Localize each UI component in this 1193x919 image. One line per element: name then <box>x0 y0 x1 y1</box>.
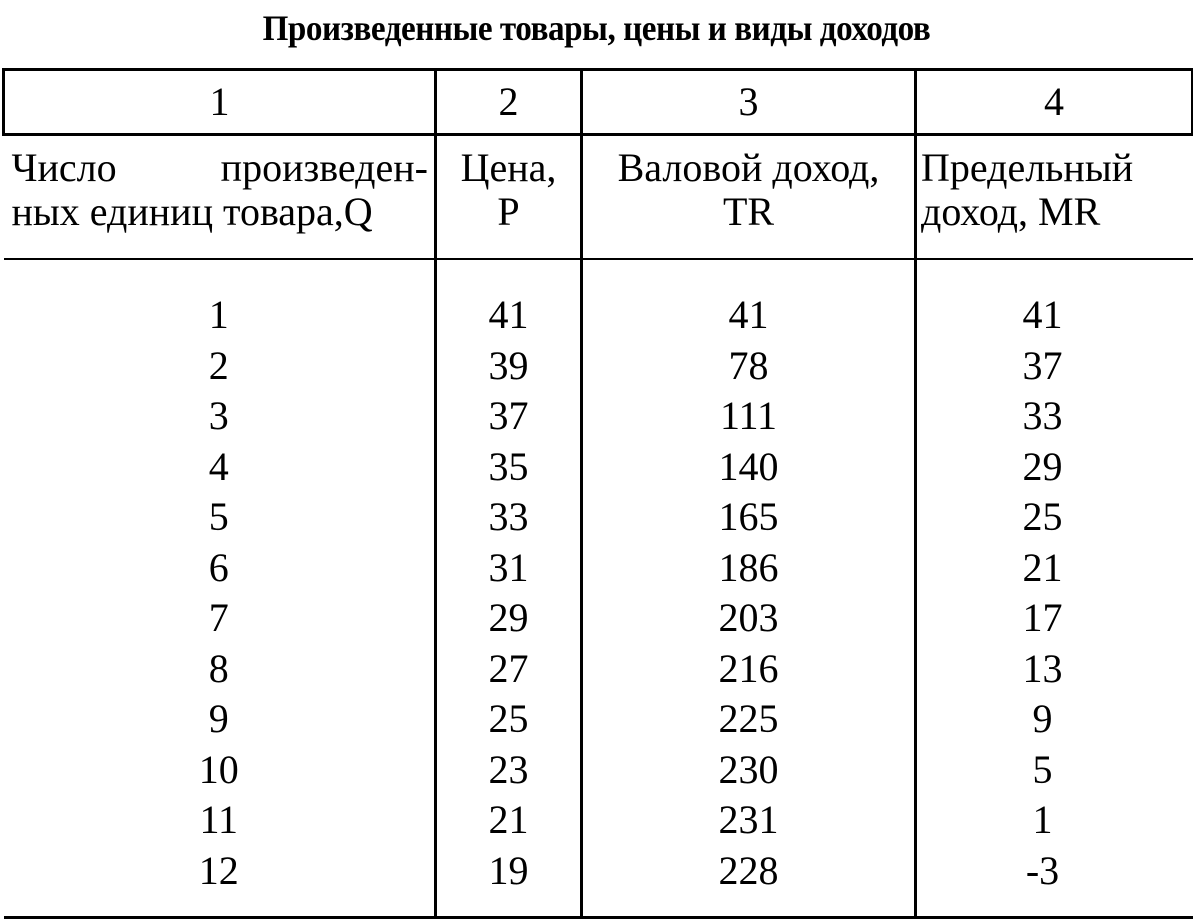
table-cell: 9 <box>1032 696 1053 741</box>
table-cell: 25 <box>488 696 529 741</box>
table-cell: 225 <box>718 696 779 741</box>
header-quantity-line1: Число произведен- <box>11 145 428 190</box>
table-cell: 10 <box>198 746 239 792</box>
table-cell: 37 <box>488 393 529 438</box>
values-row <box>4 259 1193 918</box>
header-marginal-revenue-line1: Предельный <box>921 145 1134 190</box>
table-title: Произведенные товары, цены и виды доходов <box>262 8 931 48</box>
table-cell: 7 <box>208 595 229 640</box>
table-cell: 2 <box>208 342 229 388</box>
table-cell: 41 <box>1022 292 1063 337</box>
header-quantity-line2: ных единиц товара,Q <box>11 189 373 234</box>
header-price-line1: Цена, <box>460 145 557 190</box>
table-cell: 21 <box>1022 544 1063 590</box>
table-cell: 41 <box>728 292 769 337</box>
column-number-1: 1 <box>4 70 436 135</box>
table-cell: 8 <box>208 645 229 691</box>
column-number-2: 2 <box>436 70 582 135</box>
table-cell: 13 <box>1022 645 1063 691</box>
table-cell: 78 <box>728 342 769 388</box>
table-cell: 17 <box>1022 595 1063 640</box>
table-cell: 29 <box>488 595 529 640</box>
table-cell: 216 <box>718 645 779 691</box>
header-quantity <box>4 135 436 260</box>
marginal-revenue-column <box>916 259 1193 918</box>
table-cell: 186 <box>718 544 779 590</box>
table-cell: 23 <box>488 746 529 792</box>
table-cell: 25 <box>1022 494 1063 539</box>
table-cell: -3 <box>1025 847 1060 893</box>
table-cell: 41 <box>488 292 529 337</box>
price-column <box>436 259 582 918</box>
table-cell: 11 <box>199 797 238 842</box>
table-cell: 203 <box>718 595 779 640</box>
table-cell: 33 <box>488 494 529 539</box>
table-cell: 4 <box>208 443 229 489</box>
table-cell: 111 <box>719 393 778 438</box>
table-cell: 33 <box>1022 393 1063 438</box>
table-cell: 9 <box>208 696 229 741</box>
column-number-4: 4 <box>916 70 1193 135</box>
table-cell: 35 <box>488 443 529 489</box>
header-row <box>4 135 1193 260</box>
table-cell: 1 <box>208 292 229 337</box>
header-marginal-revenue-line2: доход, MR <box>921 189 1101 234</box>
table-cell: 6 <box>208 544 229 590</box>
table-cell: 1 <box>1032 797 1053 842</box>
column-number-row <box>4 70 1193 135</box>
header-total-revenue-line1: Валовой доход, <box>617 145 880 190</box>
table-cell: 140 <box>718 443 779 489</box>
quantity-column <box>4 259 436 918</box>
table-cell: 230 <box>718 746 779 792</box>
header-total-revenue-line2: TR <box>722 189 775 234</box>
table-cell: 19 <box>488 847 529 893</box>
table-cell: 228 <box>718 847 779 893</box>
table-cell: 27 <box>488 645 529 691</box>
table-cell: 21 <box>488 797 529 842</box>
table-cell: 39 <box>488 342 529 388</box>
table-cell: 5 <box>1032 746 1053 792</box>
header-marginal-revenue <box>916 135 1193 260</box>
table-cell: 31 <box>488 544 529 590</box>
table-cell: 5 <box>208 494 229 539</box>
header-price <box>436 135 582 260</box>
table-cell: 3 <box>208 393 229 438</box>
table-cell: 29 <box>1022 443 1063 489</box>
header-price-line2: P <box>497 189 520 234</box>
header-total-revenue <box>582 135 916 260</box>
table-cell: 231 <box>718 797 779 842</box>
table-cell: 165 <box>718 494 779 539</box>
revenue-table <box>2 68 1193 919</box>
table-cell: 37 <box>1022 342 1063 388</box>
table-cell: 12 <box>198 847 239 893</box>
column-number-3: 3 <box>582 70 916 135</box>
total-revenue-column <box>582 259 916 918</box>
